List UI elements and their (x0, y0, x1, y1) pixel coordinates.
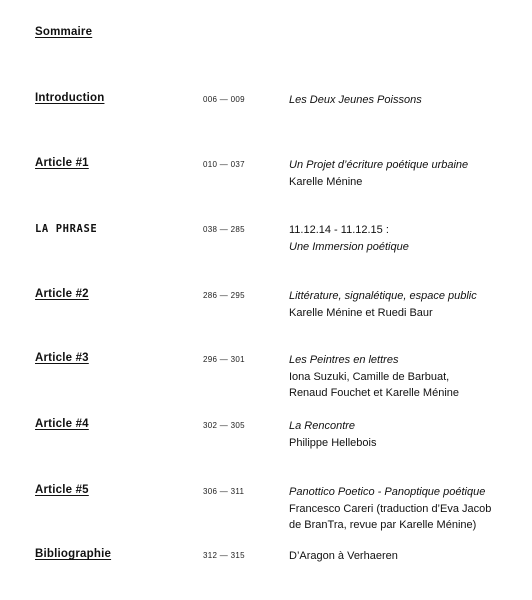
entry-title[interactable]: Article #4 (35, 418, 89, 430)
entry-pages: 010 — 037 (203, 160, 245, 169)
entry-title[interactable]: Introduction (35, 92, 105, 104)
entry-pages: 306 — 311 (203, 487, 245, 496)
entry-subtitle: Les Deux Jeunes Poissons (289, 94, 422, 106)
entry-authors: D’Aragon à Verhaeren (289, 550, 398, 562)
entry-authors: Karelle Ménine (289, 175, 363, 188)
entry-pages: 312 — 315 (203, 551, 245, 560)
entry-description (289, 92, 521, 109)
entry-title[interactable]: Article #5 (35, 484, 89, 496)
entry-subtitle: Panottico Poetico - Panoptique poétique (289, 486, 486, 498)
entry-authors: Francesco Careri (traduction d’Eva Jacob de BranTra, revue par Karelle Ménine) (289, 502, 492, 531)
entry-title[interactable]: LA PHRASE (35, 223, 98, 235)
entry-description (289, 484, 504, 534)
entry-title[interactable]: Bibliographie (35, 548, 112, 560)
entry-authors: Philippe Hellebois (289, 436, 377, 449)
entry-title[interactable]: Article #2 (35, 288, 89, 300)
entry-pages: 006 — 009 (203, 95, 245, 104)
entry-subtitle: Littérature, signalétique, espace public (289, 290, 477, 302)
entry-dates: 11.12.14 - 11.12.15 : (289, 224, 389, 236)
entry-description (289, 418, 521, 451)
entry-description (289, 222, 521, 255)
entry-title[interactable]: Article #1 (35, 157, 89, 169)
entry-title[interactable]: Article #3 (35, 352, 89, 364)
entry-pages: 302 — 305 (203, 421, 245, 430)
entry-subtitle: Une Immersion poétique (289, 240, 409, 253)
page-title: Sommaire (35, 26, 93, 38)
entry-description (289, 288, 521, 321)
entry-description (289, 548, 521, 565)
entry-description (289, 352, 469, 402)
entry-description (289, 157, 521, 190)
entry-authors: Karelle Ménine et Ruedi Baur (289, 306, 433, 319)
entry-subtitle: Les Peintres en lettres (289, 354, 399, 366)
entry-authors: Iona Suzuki, Camille de Barbuat, Renaud Fouchet et Karelle Ménine (289, 370, 459, 399)
entry-subtitle: La Rencontre (289, 420, 356, 432)
entry-pages: 038 — 285 (203, 225, 245, 234)
entry-subtitle: Un Projet d’écriture poétique urbaine (289, 159, 469, 171)
entry-pages: 286 — 295 (203, 291, 245, 300)
entry-pages: 296 — 301 (203, 355, 245, 364)
